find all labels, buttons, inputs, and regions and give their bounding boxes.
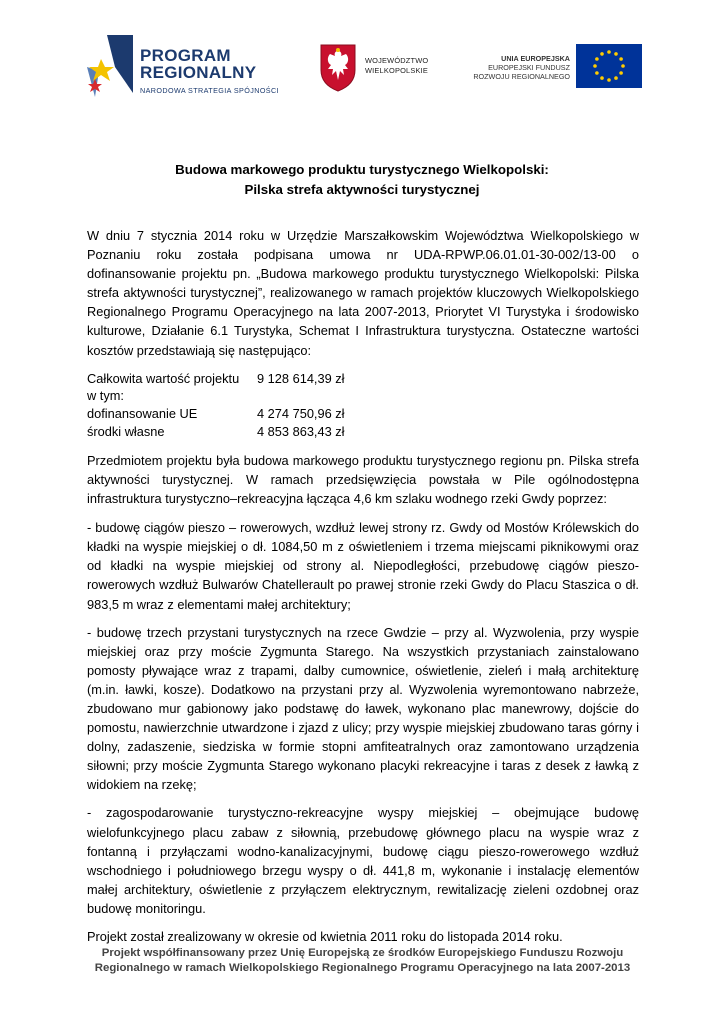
- cost-value: 4 274 750,96 zł: [257, 406, 345, 422]
- eu-logo-line2: EUROPEJSKI FUNDUSZ: [488, 63, 570, 72]
- intro-paragraph: W dniu 7 stycznia 2014 roku w Urzędzie Marszałkowskim Województwa Wielkopolskiego w Poznaniu roku została podpisana umowa nr UDA-RPWP.06.01.01-30-002/13-00 o dofinansowanie projektu pn. „Budowa markowego produktu turystycznego Wielkopolski: Pilska strefa aktywności turystycznej”, realizowanego w ramach projektów kluczowych Wielkopolskiego Regionalnego Programu Operacyjnego na lata 2007-2013, Priorytet VI Turystyka i środowisko kulturowe, Działanie 6.1 Turystyka, Schemat I Infrastruktura turystyczna. Ostateczne wartości kosztów przedstawiają się następująco:: [87, 228, 639, 358]
- program-regionalny-emblem-icon: [85, 33, 137, 99]
- cost-row-eu: [87, 405, 639, 423]
- cost-row-own: [87, 423, 639, 441]
- wielkopolskie-logo: [318, 42, 438, 92]
- title-line2: Pilska strefa aktywności turystycznej: [244, 182, 480, 197]
- eagle-crest-icon: [318, 42, 358, 92]
- cost-label: środki własne: [87, 424, 165, 440]
- list-item: - zagospodarowanie turystyczno-rekreacyjne wyspy miejskiej – obejmujące budowę wielofunkcyjnego placu zabaw z siłownią, przebudowę głównego placu na wyspie wraz z fontanną i przyłączami wodno-kanalizacyjnymi, budowę ciągu pieszo-rowerowego wzdłuż wschodniego i południowego brzegu wyspy o dł. 441,8 m, wykonanie i instalację elementów małej architektury, oświetlenie z przyłączem elektrycznym, rewitalizację zieleni ozdobnej oraz budowę monitoringu.: [87, 805, 639, 916]
- cost-label: Całkowita wartość projektu: [87, 370, 240, 386]
- program-logo-line1: PROGRAM: [140, 46, 231, 65]
- cost-label: dofinansowanie UE: [87, 406, 198, 422]
- title-line1: Budowa markowego produktu turystycznego Wielkopolski:: [175, 162, 549, 177]
- footer-line2: Regionalnego w ramach Wielkopolskiego Regionalnego Programu Operacyjnego na lata 2007-2013: [94, 962, 631, 974]
- cost-label: w tym:: [87, 388, 124, 404]
- logo-header: [0, 0, 725, 110]
- cost-row-including: [87, 387, 639, 405]
- eu-flag-icon: [576, 44, 642, 88]
- footer-line1: Projekt współfinansowany przez Unię Europejską ze środków Europejskiego Funduszu Rozwoju: [101, 947, 624, 959]
- document-body: [87, 226, 639, 946]
- document-title: [87, 160, 637, 200]
- costs-table: [87, 370, 639, 441]
- funding-footer: [60, 946, 665, 976]
- eu-logo: [462, 44, 642, 90]
- region-logo-line1: WOJEWÓDZTWO: [365, 56, 429, 65]
- program-regionalny-logo: [85, 33, 295, 103]
- cost-value: 9 128 614,39 zł: [257, 370, 345, 386]
- program-logo-tagline: NARODOWA STRATEGIA SPÓJNOŚCI: [140, 86, 279, 95]
- program-logo-line2: REGIONALNY: [140, 63, 257, 82]
- subject-paragraph: Przedmiotem projektu była budowa markowego produktu turystycznego regionu pn. Pilska strefa aktywności turystycznej. W ramach przedsięwzięcia powstała w Pile ogólnodostępna infrastruktura turystyczno–rekreacyjna łącząca 4,6 km szlaku wodnego rzeki Gwdy poprzez:: [87, 452, 639, 507]
- eu-logo-line3: ROZWOJU REGIONALNEGO: [473, 72, 570, 81]
- eu-logo-line1: UNIA EUROPEJSKA: [501, 54, 570, 63]
- list-item: - budowę ciągów pieszo – rowerowych, wzdłuż lewej strony rz. Gwdy od Mostów Królewskich do kładki na wyspie miejskiej o dł. 1084,50 m z oświetleniem i trzema miejscami piknikowymi oraz od kładki na wyspie miejskiej od strony al. Niepodległości, przebudowę ciągów pieszo-rowerowych wzdłuż Bulwarów Chatellerault po prawej stronie rzeki Gwdy do Placu Staszica o dł. 983,5 m wraz z elementami małej architektury;: [87, 520, 639, 612]
- closing-paragraph: Projekt został zrealizowany w okresie od kwietnia 2011 roku do listopada 2014 roku.: [87, 929, 563, 944]
- list-item: - budowę trzech przystani turystycznych na rzece Gwdzie – przy al. Wyzwolenia, przy wyspie miejskiej oraz przy moście Zygmunta Starego. Na wszystkich przystaniach zainstalowano pomosty pływające wraz z trapami, dalby cumownice, oświetlenie, zieleń i małą architekturę (m.in. ławki, kosze). Dodatkowo na przystani przy al. Wyzwolenia wyremontowano nabrzeże, zbudowano mur gabionowy jako podstawę do ławek, wykonano plac manewrowy, dojście do pomostu, nawierzchnie utwardzone i zjazd z ulicy; przy wyspie miejskiej zbudowano taras górny i dolny, zadaszenie, siedziska w formie stopni amfiteatralnych oraz zamontowano urządzenia siłowni; przy moście Zygmunta Starego wykonano placyki rekreacyjne i taras z desek z ławką z widokiem na rzekę;: [87, 624, 639, 793]
- cost-value: 4 853 863,43 zł: [257, 424, 345, 440]
- region-logo-line2: WIELKOPOLSKIE: [365, 66, 428, 75]
- cost-row-total: [87, 370, 639, 388]
